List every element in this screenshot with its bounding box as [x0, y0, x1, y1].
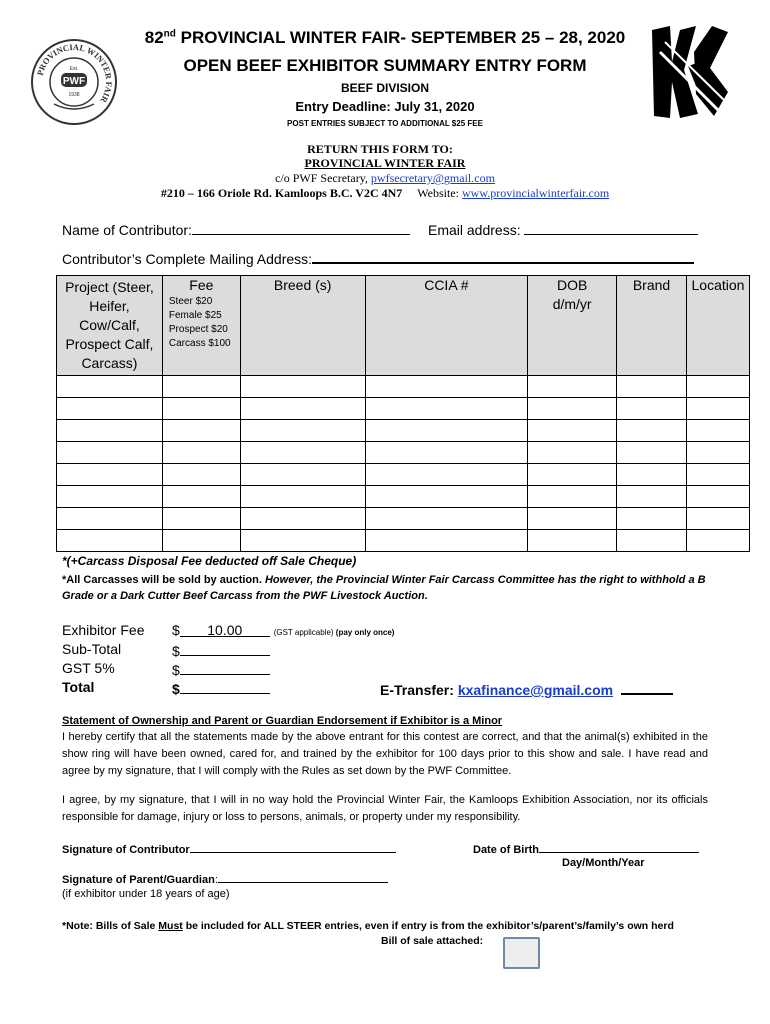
col-project: Project (Steer, Heifer, Cow/Calf, Prospect Calf, Carcass) [57, 276, 163, 376]
form-title-line2: OPEN BEEF EXHIBITOR SUMMARY ENTRY FORM [183, 56, 587, 75]
table-row [57, 420, 750, 442]
total-input[interactable] [180, 679, 270, 694]
bill-of-sale-checkbox[interactable] [503, 937, 540, 969]
table-cell[interactable] [617, 464, 687, 486]
email-input[interactable] [524, 220, 698, 235]
table-cell[interactable] [528, 486, 617, 508]
fee-carcass: Carcass $100 [168, 338, 231, 349]
etransfer-blank [621, 679, 673, 695]
table-cell[interactable] [240, 442, 365, 464]
fee-prospect: Prospect $20 [168, 324, 228, 335]
entries-body [57, 376, 750, 552]
bill-of-sale-attached-label: Bill of sale attached: [381, 935, 484, 947]
secretary-email-link[interactable]: pwfsecretary@gmail.com [370, 171, 495, 185]
return-to-address: #210 – 166 Oriole Rd. Kamloops B.C. V2C 4N7 Website: www.provincialwinterfair.com [160, 186, 610, 200]
subtotal-label: Sub-Total [62, 641, 122, 657]
pay-once-note: (pay only once) [335, 628, 395, 637]
post-entries-note: POST ENTRIES SUBJECT TO ADDITIONAL $25 FEE [287, 119, 483, 128]
total-label: Total [62, 679, 95, 695]
table-cell[interactable] [240, 486, 365, 508]
contributor-name-field[interactable] [62, 220, 410, 238]
table-header-row [57, 276, 750, 376]
bill-of-sale-note: *Note: Bills of Sale Must be included for ALL STEER entries, even if entry is from the exhibitor’s/parent’s/family’s own herd [62, 920, 674, 932]
carcass-fee-note: *(+Carcass Disposal Fee deducted off Sale Cheque) [62, 554, 357, 568]
bill-of-sale-must: Must [158, 920, 183, 932]
table-cell[interactable] [365, 442, 528, 464]
table-cell[interactable] [365, 420, 528, 442]
contributor-signature-field[interactable] [62, 842, 396, 856]
table-cell[interactable] [162, 486, 240, 508]
table-cell[interactable] [57, 464, 163, 486]
fee-steer: Steer $20 [168, 296, 213, 307]
table-row [57, 508, 750, 530]
table-cell[interactable] [686, 376, 749, 398]
auction-note-lead: *All Carcasses will be sold by auction. [62, 574, 265, 586]
contributor-name-input[interactable] [192, 220, 410, 235]
pwf-logo-est: Est. [69, 66, 79, 72]
pwf-logo-year: 1938 [68, 92, 80, 98]
table-cell[interactable] [528, 508, 617, 530]
table-cell[interactable] [162, 442, 240, 464]
etransfer-email-link[interactable]: kxafinance@gmail.com [457, 682, 614, 698]
table-cell[interactable] [162, 464, 240, 486]
edition-number: 82 [144, 28, 164, 47]
etransfer-row [380, 679, 673, 698]
table-cell[interactable] [686, 464, 749, 486]
table-cell[interactable] [57, 530, 163, 552]
return-to-heading: RETURN THIS FORM TO: [307, 142, 453, 156]
return-to-secretary: c/o PWF Secretary, pwfsecretary@gmail.com [275, 171, 495, 185]
table-row [57, 486, 750, 508]
table-cell[interactable] [617, 530, 687, 552]
statement-paragraph-2: I agree, by my signature, that I will in no way hold the Provincial Winter Fair, the Kamloops Exhibition Association, nor its officials responsible for damage, injury or loss to persons, animals, or property under my responsibility. [62, 794, 708, 823]
table-cell[interactable] [240, 398, 365, 420]
table-cell[interactable] [528, 530, 617, 552]
table-row [57, 464, 750, 486]
mailing-address-label: Contributor’s Complete Mailing Address: [62, 251, 313, 267]
table-row [57, 530, 750, 552]
subtotal-row[interactable]: $ [172, 641, 270, 659]
pwf-logo-ring-text: PROVINCIAL WINTER FAIR [34, 41, 115, 105]
table-cell[interactable] [57, 508, 163, 530]
table-cell[interactable] [686, 442, 749, 464]
table-cell[interactable] [57, 486, 163, 508]
exhibitor-fee-row: $ 10.00 (GST applicable) (pay only once) [172, 622, 395, 638]
table-cell[interactable] [686, 530, 749, 552]
dob-field[interactable] [473, 842, 699, 856]
table-cell[interactable] [57, 420, 163, 442]
table-cell[interactable] [162, 398, 240, 420]
email-label: Email address: [428, 222, 525, 238]
col-location: Location [686, 276, 749, 376]
gst-label: GST 5% [62, 660, 115, 676]
website-link[interactable]: www.provincialwinterfair.com [461, 186, 610, 200]
form-title-line1 [0, 28, 770, 48]
gst-applicable-note: (GST applicable) [273, 628, 336, 637]
table-cell[interactable] [528, 464, 617, 486]
gst-input[interactable] [180, 660, 270, 675]
table-cell[interactable] [365, 530, 528, 552]
parent-signature-field[interactable]: Signature of Parent/Guardian: [62, 872, 388, 886]
table-cell[interactable] [686, 486, 749, 508]
table-cell[interactable] [57, 442, 163, 464]
table-cell[interactable] [365, 508, 528, 530]
col-brand: Brand [617, 276, 687, 376]
col-dob-label: DOB [556, 277, 588, 293]
parent-signature-line[interactable] [218, 872, 388, 883]
col-fee [162, 276, 240, 376]
table-cell[interactable] [617, 486, 687, 508]
table-row [57, 442, 750, 464]
fair-title: PROVINCIAL WINTER FAIR- SEPTEMBER 25 – 28, 2020 [175, 28, 626, 47]
gst-row[interactable]: $ [172, 660, 270, 678]
table-cell[interactable] [686, 508, 749, 530]
pwf-logo-center: PWF [62, 76, 86, 87]
table-cell[interactable] [240, 464, 365, 486]
table-cell[interactable] [617, 508, 687, 530]
table-cell[interactable] [365, 398, 528, 420]
table-cell[interactable] [240, 420, 365, 442]
col-fee-label: Fee [189, 277, 214, 293]
dob-format-label: Day/Month/Year [562, 857, 645, 869]
table-cell[interactable] [57, 376, 163, 398]
table-cell[interactable] [617, 442, 687, 464]
contributor-name-label: Name of Contributor: [62, 222, 192, 238]
total-row[interactable]: $ [172, 679, 270, 697]
table-row [57, 398, 750, 420]
statement-heading: Statement of Ownership and Parent or Guardian Endorsement if Exhibitor is a Minor [62, 715, 503, 727]
exhibitor-fee-label: Exhibitor Fee [62, 622, 145, 638]
col-ccia: CCIA # [365, 276, 528, 376]
parent-signature-note: (if exhibitor under 18 years of age) [62, 888, 230, 900]
table-cell[interactable] [240, 376, 365, 398]
col-breed: Breed (s) [240, 276, 365, 376]
table-cell[interactable] [686, 398, 749, 420]
table-cell[interactable] [162, 530, 240, 552]
table-cell[interactable] [528, 442, 617, 464]
auction-note [62, 572, 712, 604]
division-label: BEEF DIVISION [340, 81, 429, 95]
mailing-address-field[interactable] [62, 248, 694, 267]
table-cell[interactable] [686, 420, 749, 442]
entry-deadline: Entry Deadline: July 31, 2020 [295, 99, 475, 114]
table-cell[interactable] [240, 530, 365, 552]
table-cell[interactable] [617, 420, 687, 442]
table-cell[interactable] [365, 486, 528, 508]
table-cell[interactable] [162, 420, 240, 442]
table-cell[interactable] [528, 398, 617, 420]
entries-table [56, 275, 750, 552]
etransfer-label: E-Transfer: [380, 682, 458, 698]
table-cell[interactable] [617, 376, 687, 398]
fee-female: Female $25 [168, 310, 222, 321]
exhibitor-fee-value: 10.00 [180, 622, 270, 637]
statement-paragraph-1: I hereby certify that all the statements made by the above entrant for this contest are correct, and that the animal(s) exhibited in the show ring will have been owned, cared for, and trained by the exhibitor for 100 days prior to this show and sale. I have read and agree by my signature, that I will comply with the Rules as set down by the PWF Committee. [62, 731, 708, 777]
table-cell[interactable] [365, 464, 528, 486]
table-cell[interactable] [528, 376, 617, 398]
table-cell[interactable] [162, 376, 240, 398]
edition-suffix: nd [163, 28, 176, 40]
contributor-signature-line[interactable] [190, 842, 396, 853]
dob-label: Date of Birth [473, 844, 539, 856]
table-cell[interactable] [528, 420, 617, 442]
col-dob [528, 276, 617, 376]
col-dob-format: d/m/yr [552, 296, 592, 312]
table-cell[interactable] [57, 398, 163, 420]
return-to-org: PROVINCIAL WINTER FAIR [304, 156, 466, 170]
parent-signature-label: Signature of Parent/Guardian [62, 874, 215, 886]
subtotal-input[interactable] [180, 641, 270, 656]
table-cell[interactable] [617, 398, 687, 420]
table-cell[interactable] [162, 508, 240, 530]
contributor-signature-label: Signature of Contributor [62, 844, 190, 856]
table-cell[interactable] [240, 508, 365, 530]
dob-line[interactable] [539, 842, 699, 853]
auction-note-rest: However, the Provincial Winter Fair Carcass Committee has the right to withhold a B Grade or a Dark Cutter Beef Carcass from the PWF Livestock Auction. [62, 574, 706, 602]
email-field[interactable] [428, 220, 698, 238]
mailing-address-input[interactable] [312, 248, 694, 264]
table-row [57, 376, 750, 398]
table-cell[interactable] [365, 376, 528, 398]
